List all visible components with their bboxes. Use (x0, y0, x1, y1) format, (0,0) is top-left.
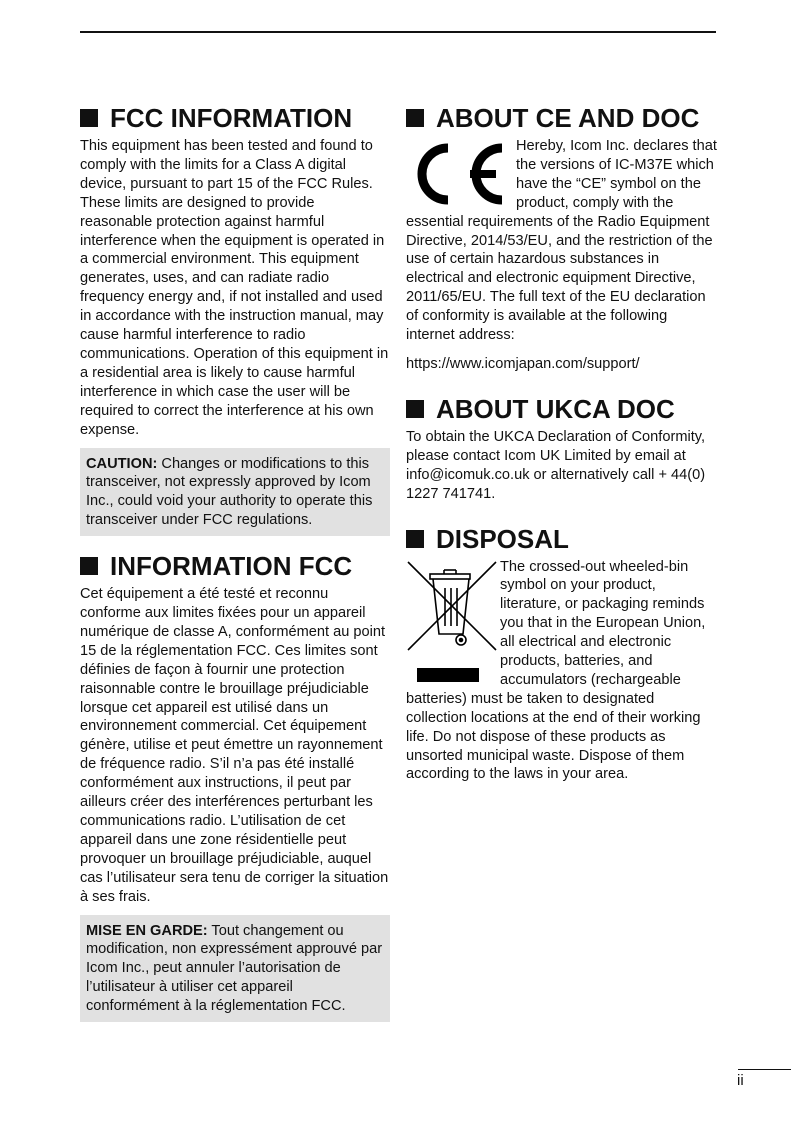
top-rule (80, 31, 716, 33)
heading-square-icon (406, 109, 424, 127)
fcc-information-section (80, 103, 390, 536)
disposal-section (406, 524, 718, 785)
about-ce-section (406, 103, 718, 374)
fcc-information-heading (80, 103, 390, 133)
mise-en-garde-box (80, 915, 390, 1023)
fcc-information-body: This equipment has been tested and found to comply with the limits for a Class A digital device, pursuant to part 15 of the FCC Rules. These limits are designed to provide reasonable protection against harmful interference when the equipment is operated in a commercial environment. This equipment generates, uses, and can radiate radio frequency energy and, if not installed and used in accordance with the instruction manual, may cause harmful interference to radio communications. Operation of this equipment in a residential area is likely to cause harmful interference in which case the user will be required to correct the interference at his own expense. (80, 138, 389, 438)
heading-square-icon (80, 557, 98, 575)
crossed-out-bin-icon (406, 560, 498, 688)
ce-doc-url: https://www.icomjapan.com/support/ (406, 355, 640, 372)
disposal-body: The crossed-out wheeled-bin symbol on your product, literature, or packaging reminds you that in the European Union, all electrical and electronic products, batteries, and accumulators (rechargeable batteries) must be taken to designated collection locations at the end of their working life. Do not dispose of these products as unsorted municipal waste. Dispose of them according to the laws in your area. (406, 558, 706, 783)
left-column (80, 103, 390, 1022)
information-fcc-body: Cet équipement a été testé et reconnu conforme aux limites fixées pour un appareil numérique de classe A, conformément au point 15 de la réglementation FCC. Ces limites sont définies de façon à fournir une protection raisonnable contre le brouillage préjudiciable lorsque cet appareil est utilisé dans un environnement commercial. Cet équipement génère, utilise et peut émettre un rayonnement de fréquence radio. S’il n’a pas été installé conformément aux instructions, il peut par ailleurs créer des interférences perturbant les communications radio. L’utilisation de cet appareil dans une zone résidentielle peut provoquer un brouillage préjudiciable, auquel cas l’utilisateur sera tenu de corriger la situation à ses frais. (80, 586, 389, 905)
page-number: ii (737, 1072, 744, 1089)
heading-square-icon (406, 400, 424, 418)
fcc-caution-box (80, 448, 390, 537)
ce-mark-icon (406, 141, 508, 207)
information-fcc-title: INFORMATION FCC (110, 551, 353, 582)
ce-block (406, 137, 718, 345)
information-fcc-heading (80, 551, 390, 581)
heading-square-icon (80, 109, 98, 127)
fcc-caution-label: CAUTION: (86, 455, 158, 472)
right-column (406, 103, 718, 784)
about-ukca-section (406, 394, 718, 504)
about-ukca-body: To obtain the UKCA Declaration of Conformity, please contact Icom UK Limited by email at info@icomuk.co.uk or alternatively call + 44(0) 1227 741741. (406, 428, 706, 502)
disposal-heading (406, 524, 718, 554)
page-number-rule (738, 1069, 791, 1070)
fcc-information-title: FCC INFORMATION (110, 103, 353, 133)
information-fcc-section (80, 551, 390, 1022)
about-ce-title: ABOUT CE AND DOC (436, 103, 700, 133)
about-ukca-heading (406, 394, 718, 424)
about-ukca-title: ABOUT UKCA DOC (436, 393, 675, 424)
heading-square-icon (406, 530, 424, 548)
about-ce-heading (406, 103, 718, 133)
bin-underline-bar (417, 668, 479, 682)
about-ce-body: Hereby, Icom Inc. declares that the versions of IC-M37E which have the “CE” symbol on the product, comply with the essential requirements of the Radio Equipment Directive, 2014/53/EU, and the restriction of the use of certain hazardous substances in electrical and electronic equipment Directive, 2011/65/EU. The full text of the EU declaration of conformity is available at the following internet address: (406, 138, 717, 344)
fcc-caution-text: Changes or modifications to this transceiver, not expressly approved by Icom Inc., could void your authority to operate this transceiver under FCC regulations. (86, 455, 373, 529)
mise-en-garde-text: Tout changement ou modification, non expressément approuvé par Icom Inc., peut annuler l’autorisation de l’utilisateur à utiliser cet appareil conformément à la réglementation FCC. (86, 922, 383, 1015)
mise-en-garde-label: MISE EN GARDE: (86, 922, 208, 939)
disposal-title: DISPOSAL (436, 523, 569, 554)
